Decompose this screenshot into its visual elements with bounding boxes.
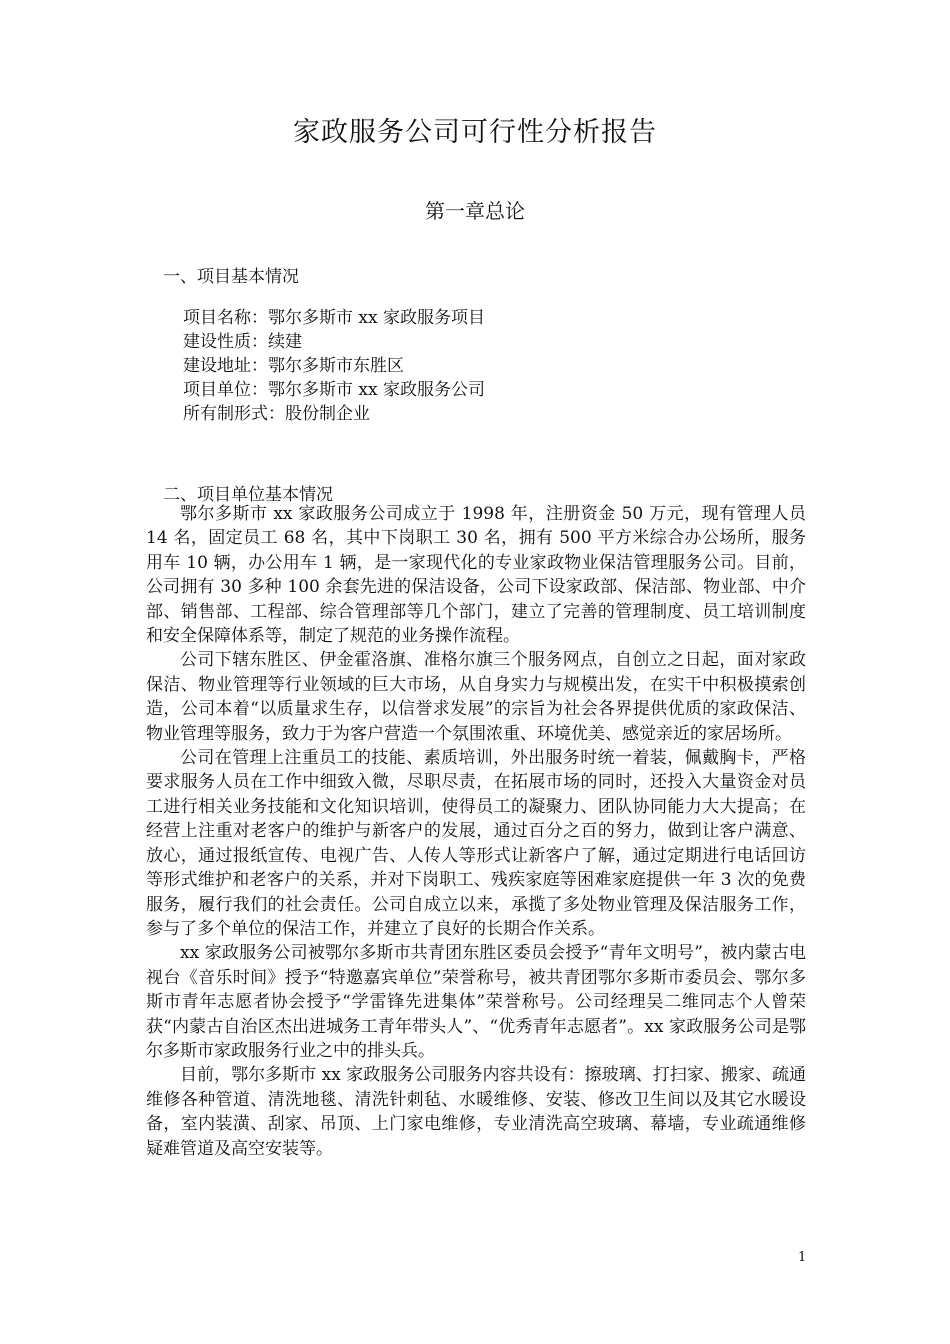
paragraph-management: 公司在管理上注重员工的技能、素质培训，外出服务时统一着装，佩戴胸卡，严格要求服务人员在工作中细致入微，尽职尽责，在拓展市场的同时，还投入大量资金对员工进行相关业务技能和文化知识培训，使得员工的凝聚力、团队协同能力大大提高；在经营上注重对老客户的维护与新客户的发展，通过百分之百的努力，做到让客户满意、放心，通过报纸宣传、电视广告、人传人等形式让新客户了解，通过定期进行电话回访等形式维护和老客户的关系，并对下岗职工、残疾家庭等困难家庭提供一年 3 次的免费服务，履行我们的社会责任。公司自成立以来，承揽了多处物业管理及保洁服务工作，参与了多个单位的保洁工作，并建立了良好的长期合作关系。 xyxy=(146,748,806,939)
section-heading-project-basics: 一、项目基本情况 xyxy=(163,267,299,287)
section-heading-unit-basics: 二、项目单位基本情况 xyxy=(163,485,333,505)
project-unit-row: 项目单位：鄂尔多斯市 xx 家政服务公司 xyxy=(183,380,485,400)
paragraph-honors: xx 家政服务公司被鄂尔多斯市共青团东胜区委员会授予“青年文明号”，被内蒙古电视台《音乐时间》授予“特邀嘉宾单位”荣誉称号，被共青团鄂尔多斯市委员会、鄂尔多斯市青年志愿者协会授予“学雷锋先进集体”荣誉称号。公司经理吴二维同志个人曾荣获“内蒙古自治区杰出进城务工青年带头人”、“优秀青年志愿者”。xx 家政服务公司是鄂尔多斯市家政服务行业之中的排头兵。 xyxy=(146,943,806,1061)
ownership-form-row: 所有制形式：股份制企业 xyxy=(183,404,370,424)
document-title: 家政服务公司可行性分析报告 xyxy=(293,117,657,148)
paragraph-service-network: 公司下辖东胜区、伊金霍洛旗、准格尔旗三个服务网点，自创立之日起，面对家政保洁、物业管理等行业领域的巨大市场，从自身实力与规模出发，在实干中积极摸索创造，公司本着“以质量求生存，以信誉求发展”的宗旨为社会各界提供优质的家政保洁、物业管理等服务，致力于为客户营造一个氛围浓重、环境优美、感觉亲近的家居场所。 xyxy=(146,650,806,744)
section-body xyxy=(146,502,806,1161)
paragraph-company-overview: 鄂尔多斯市 xx 家政服务公司成立于 1998 年，注册资金 50 万元，现有管理人员 14 名，固定员工 68 名，其中下岗职工 30 名，拥有 500 平方米综合办公场所，服务用车 10 辆，办公用车 1 辆，是一家现代化的专业家政物业保洁管理服务公司。目前，公司拥有 30 多种 100 余套先进的保洁设备，公司下设家政部、保洁部、物业部、中介部、销售部、工程部、综合管理部等几个部门，建立了完善的管理制度、员工培训制度和安全保障体系等，制定了规范的业务操作流程。 xyxy=(146,504,806,647)
page-number: 1 xyxy=(798,1250,807,1265)
construction-address-row: 建设地址：鄂尔多斯市东胜区 xyxy=(183,356,404,376)
construction-nature-row: 建设性质：续建 xyxy=(183,332,302,352)
project-name-row: 项目名称：鄂尔多斯市 xx 家政服务项目 xyxy=(183,308,485,328)
project-info-list xyxy=(183,306,485,426)
chapter-title: 第一章总论 xyxy=(425,199,525,223)
paragraph-services: 目前，鄂尔多斯市 xx 家政服务公司服务内容共设有：擦玻璃、打扫家、搬家、疏通维修各种管道、清洗地毯、清洗针刺毡、水暖维修、安装、修改卫生间以及其它水暖设备，室内装潢、刮家、吊顶、上门家电维修，专业清洗高空玻璃、幕墙，专业疏通维修疑难管道及高空安装等。 xyxy=(146,1065,806,1159)
